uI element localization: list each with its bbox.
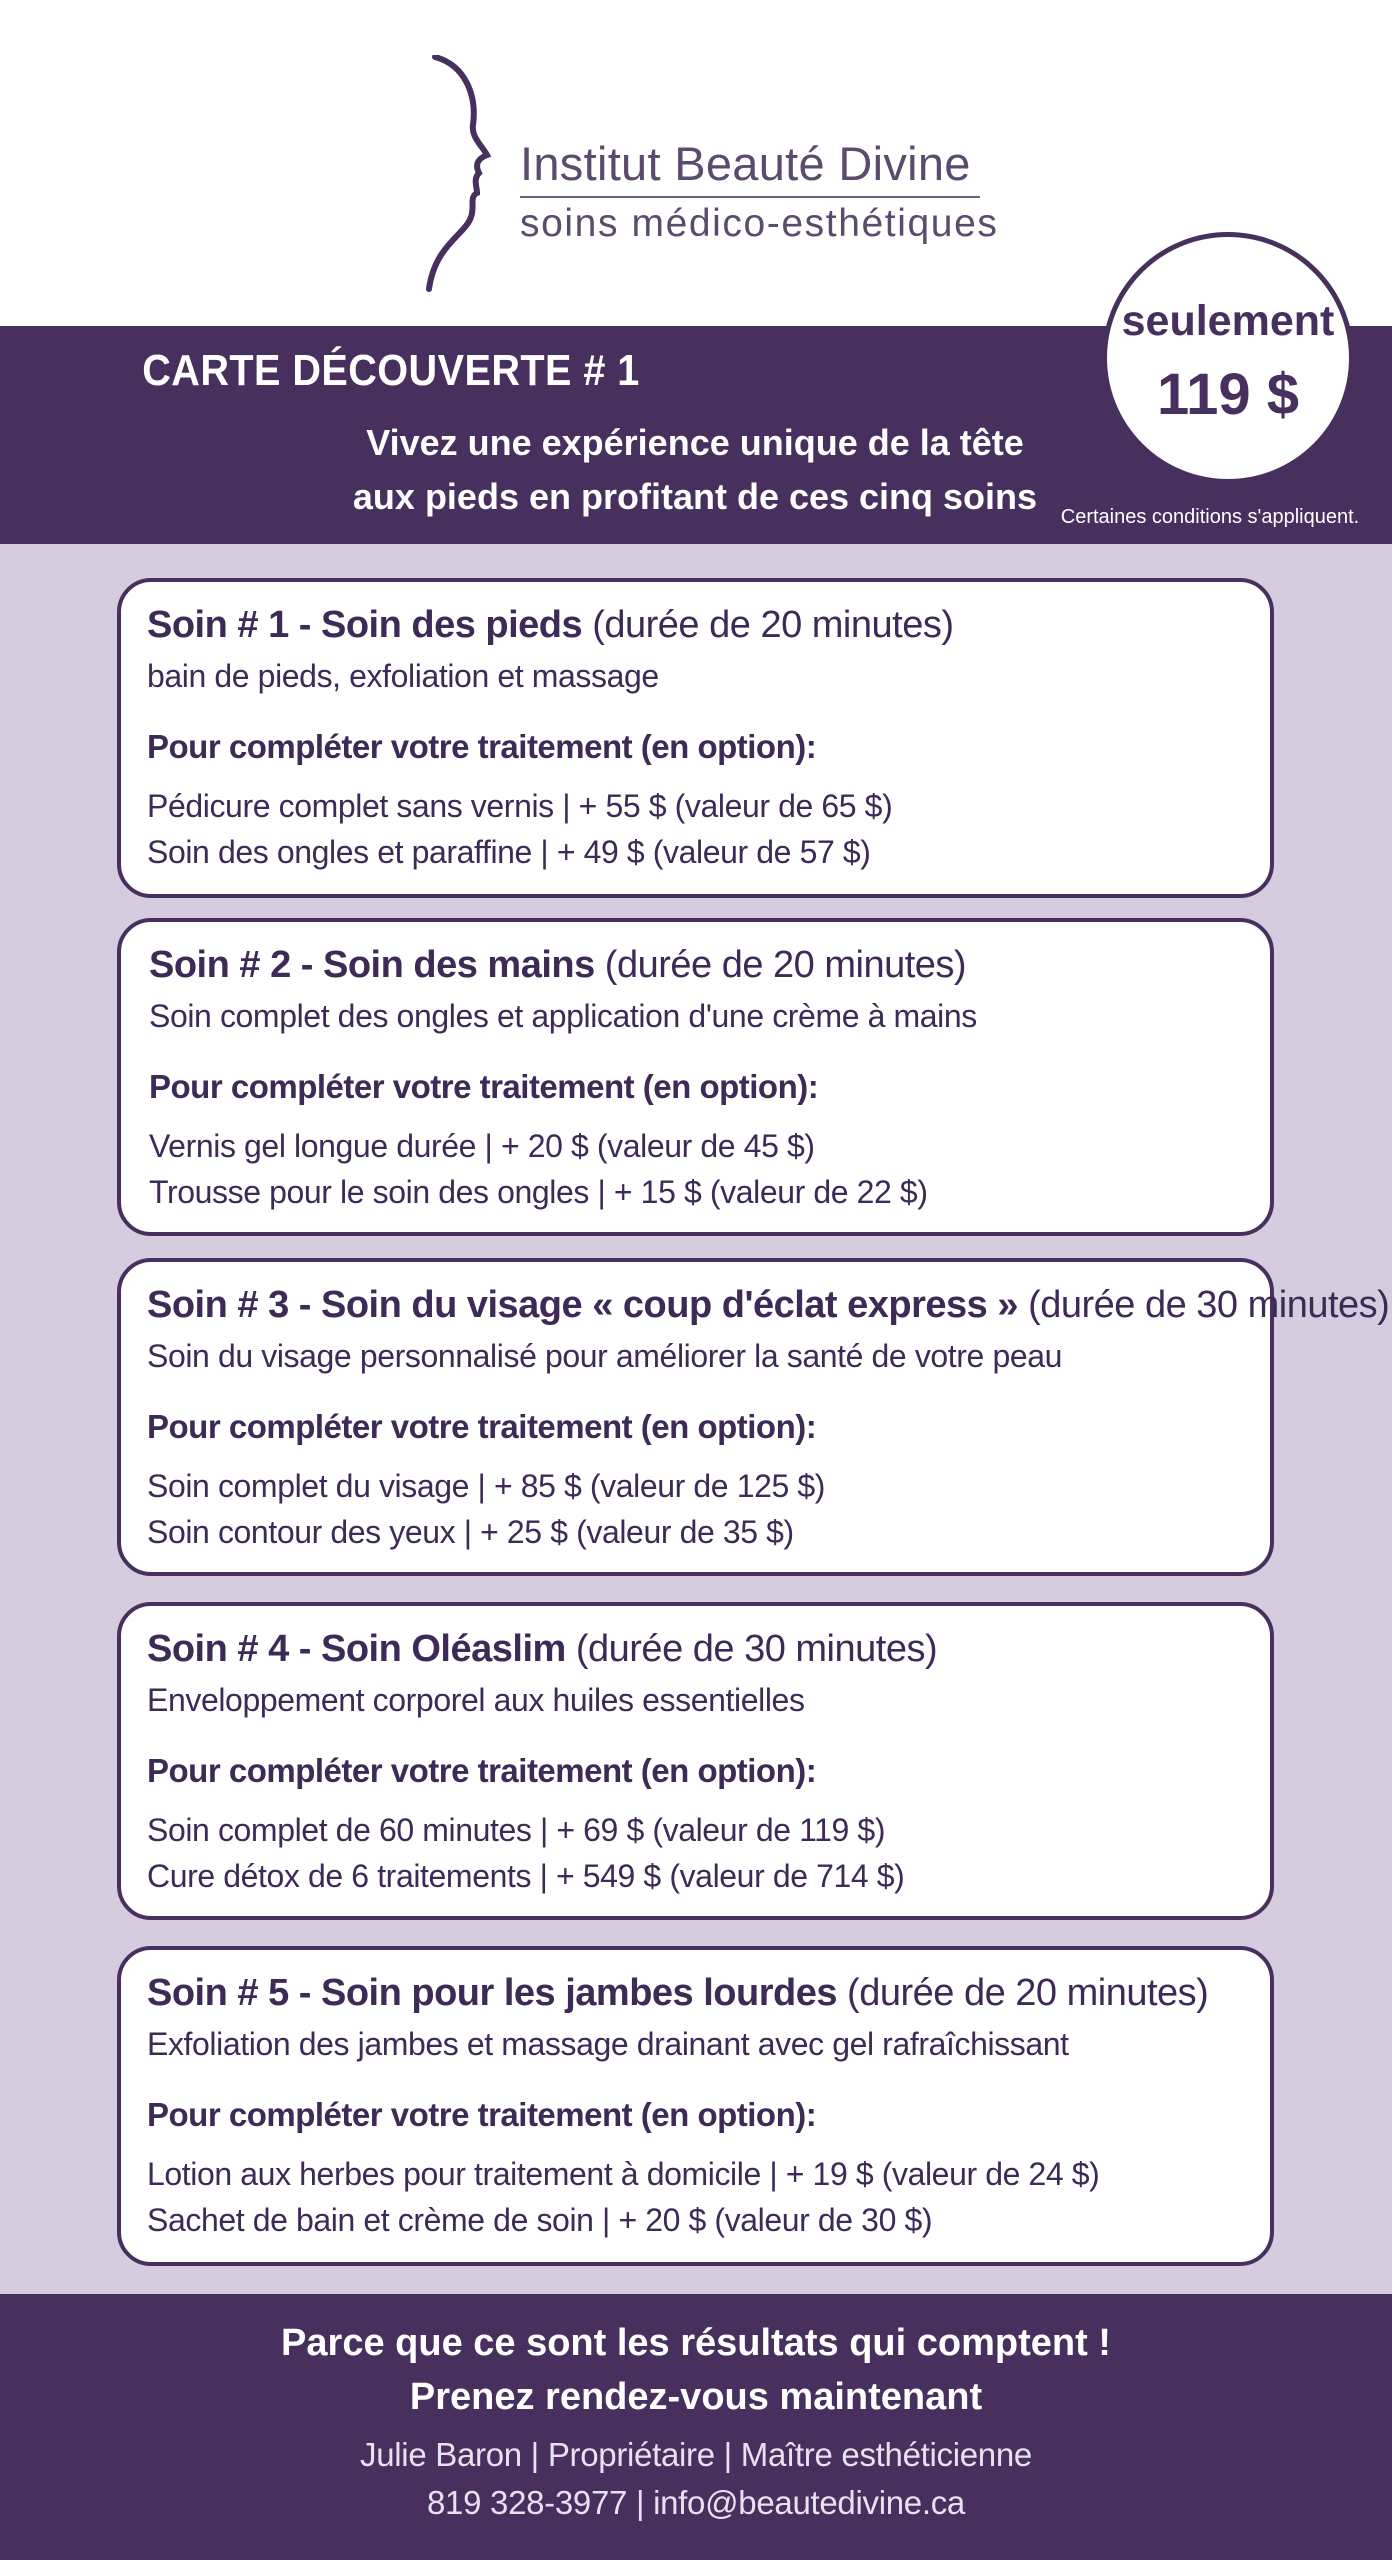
footer-slogan: Parce que ce sont les résultats qui comptent ! (281, 2322, 1111, 2364)
card-heading-title: Soin # 1 - Soin des pieds (147, 604, 583, 646)
card-heading (149, 944, 966, 987)
card-description: Soin complet des ongles et application d'une crème à mains (149, 998, 977, 1034)
banner-subtitle (330, 416, 1060, 524)
subtitle-line-2: aux pieds en profitant de ces cinq soins (352, 476, 1038, 517)
card-heading-title: Soin # 4 - Soin Oléaslim (147, 1628, 566, 1670)
footer-cta: Prenez rendez-vous maintenant (409, 2376, 983, 2418)
option-line-2: Soin des ongles et paraffine | + 49 $ (valeur de 57 $) (147, 834, 871, 870)
card-heading-duration: (durée de 20 minutes) (594, 944, 967, 986)
option-line-2: Soin contour des yeux | + 25 $ (valeur de 35 $) (147, 1514, 794, 1550)
option-line-2: Trousse pour le soin des ongles | + 15 $ (valeur de 22 $) (149, 1174, 928, 1210)
options-heading: Pour compléter votre traitement (en option): (147, 2096, 817, 2133)
treatment-card-3 (117, 1258, 1390, 1576)
face-profile-icon (425, 55, 495, 295)
options-heading: Pour compléter votre traitement (en option): (147, 1752, 817, 1789)
card-heading (147, 1972, 1208, 2015)
card-heading-duration: (durée de 20 minutes) (837, 1972, 1209, 2014)
footer-owner: Julie Baron | Propriétaire | Maître esthéticienne (360, 2436, 1032, 2473)
conditions-note: Certaines conditions s'appliquent. (1060, 506, 1360, 528)
card-heading-duration: (durée de 30 minutes) (1018, 1284, 1390, 1326)
option-line-1: Pédicure complet sans vernis | + 55 $ (valeur de 65 $) (147, 788, 893, 824)
card-heading-duration: (durée de 30 minutes) (565, 1628, 938, 1670)
brand-divider (520, 196, 980, 198)
brand-tagline: soins médico-esthétiques (520, 202, 999, 245)
subtitle-line-1: Vivez une expérience unique de la tête (366, 422, 1024, 463)
card-heading-title: Soin # 5 - Soin pour les jambes lourdes (147, 1972, 837, 2014)
option-line-1: Vernis gel longue durée | + 20 $ (valeur de 45 $) (149, 1128, 815, 1164)
option-line-1: Soin complet du visage | + 85 $ (valeur de 125 $) (147, 1468, 826, 1504)
options-heading: Pour compléter votre traitement (en option): (149, 1068, 819, 1105)
treatment-card-4 (117, 1602, 1274, 1920)
treatment-card-2 (117, 918, 1274, 1236)
treatment-card-5 (117, 1946, 1274, 2266)
treatment-card-1 (117, 578, 1274, 898)
card-description: Enveloppement corporel aux huiles essentielles (147, 1682, 805, 1718)
card-description: Soin du visage personnalisé pour améliorer la santé de votre peau (147, 1338, 1063, 1374)
card-heading-title: Soin # 3 - Soin du visage « coup d'éclat express » (147, 1284, 1019, 1326)
card-title: CARTE DÉCOUVERTE # 1 (142, 346, 640, 395)
card-heading-title: Soin # 2 - Soin des mains (149, 944, 595, 986)
card-description: Exfoliation des jambes et massage drainant avec gel rafraîchissant (147, 2026, 1069, 2062)
brand-name: Institut Beauté Divine (520, 137, 971, 190)
option-line-1: Lotion aux herbes pour traitement à domicile | + 19 $ (valeur de 24 $) (147, 2156, 1100, 2192)
card-heading (147, 604, 953, 647)
card-heading (147, 1284, 1389, 1327)
footer-contact: 819 328-3977 | info@beautedivine.ca (427, 2484, 965, 2521)
price-value: 119 $ (1157, 362, 1299, 427)
option-line-2: Sachet de bain et crème de soin | + 20 $ (valeur de 30 $) (147, 2202, 933, 2238)
option-line-2: Cure détox de 6 traitements | + 549 $ (valeur de 714 $) (147, 1858, 905, 1894)
options-heading: Pour compléter votre traitement (en option): (147, 1408, 817, 1445)
options-heading: Pour compléter votre traitement (en option): (147, 728, 817, 765)
card-heading (147, 1628, 937, 1671)
card-description: bain de pieds, exfoliation et massage (147, 658, 659, 694)
price-label: seulement (1121, 297, 1335, 345)
price-badge (1102, 232, 1354, 484)
card-heading-duration: (durée de 20 minutes) (582, 604, 954, 646)
footer (0, 2294, 1392, 2560)
option-line-1: Soin complet de 60 minutes | + 69 $ (valeur de 119 $) (147, 1812, 886, 1848)
